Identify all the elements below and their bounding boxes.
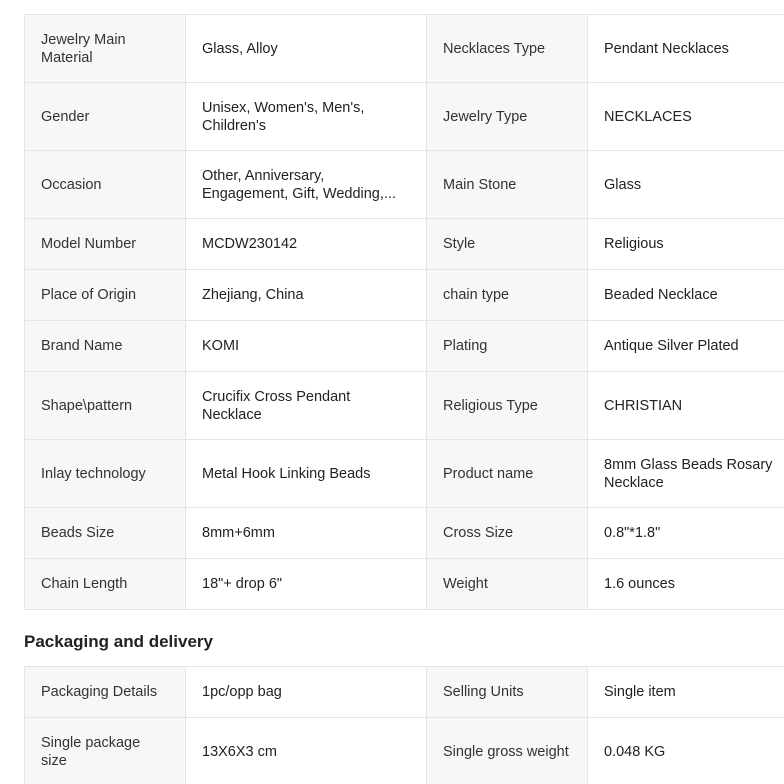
attribute-name: Cross Size — [427, 508, 588, 559]
attribute-value: Antique Silver Plated — [588, 321, 784, 372]
table-row — [25, 372, 784, 440]
attribute-name: Selling Units — [427, 667, 588, 718]
attribute-value: 0.048 KG — [588, 718, 784, 784]
attribute-name: Plating — [427, 321, 588, 372]
table-row — [25, 559, 784, 610]
product-attributes-table — [24, 14, 784, 610]
attribute-name: Single package size — [25, 718, 186, 784]
attribute-value: NECKLACES — [588, 83, 784, 151]
attribute-value: 8mm Glass Beads Rosary Necklace — [588, 440, 784, 508]
attribute-name: Single gross weight — [427, 718, 588, 784]
attribute-value: Religious — [588, 219, 784, 270]
attribute-value: Glass — [588, 151, 784, 219]
attribute-name: Occasion — [25, 151, 186, 219]
attribute-value: 1.6 ounces — [588, 559, 784, 610]
attribute-name: Religious Type — [427, 372, 588, 440]
attribute-name: Main Stone — [427, 151, 588, 219]
attribute-value: 18"+ drop 6" — [186, 559, 427, 610]
attribute-value: 0.8"*1.8" — [588, 508, 784, 559]
attribute-name: Gender — [25, 83, 186, 151]
attribute-name: chain type — [427, 270, 588, 321]
attribute-name: Model Number — [25, 219, 186, 270]
attribute-name: Product name — [427, 440, 588, 508]
attribute-name: Jewelry Type — [427, 83, 588, 151]
attribute-value: 8mm+6mm — [186, 508, 427, 559]
attribute-name: Brand Name — [25, 321, 186, 372]
attribute-value: Single item — [588, 667, 784, 718]
table-row — [25, 667, 784, 718]
attribute-value: MCDW230142 — [186, 219, 427, 270]
attribute-value: CHRISTIAN — [588, 372, 784, 440]
packaging-table — [24, 666, 784, 784]
attribute-name: Place of Origin — [25, 270, 186, 321]
attribute-value: Unisex, Women's, Men's, Children's — [186, 83, 427, 151]
table-row — [25, 718, 784, 784]
table-row — [25, 151, 784, 219]
attribute-name: Weight — [427, 559, 588, 610]
table-row — [25, 508, 784, 559]
table-row — [25, 270, 784, 321]
attribute-name: Beads Size — [25, 508, 186, 559]
attribute-name: Jewelry Main Material — [25, 15, 186, 83]
attribute-name: Packaging Details — [25, 667, 186, 718]
attribute-value: Pendant Necklaces — [588, 15, 784, 83]
attribute-name: Shape\pattern — [25, 372, 186, 440]
attribute-name: Inlay technology — [25, 440, 186, 508]
attribute-name: Chain Length — [25, 559, 186, 610]
attribute-value: Crucifix Cross Pendant Necklace — [186, 372, 427, 440]
table-row — [25, 219, 784, 270]
attribute-value: Other, Anniversary, Engagement, Gift, Wedding,... — [186, 151, 427, 219]
table-row — [25, 321, 784, 372]
table-row — [25, 83, 784, 151]
attribute-value: Beaded Necklace — [588, 270, 784, 321]
table-row — [25, 440, 784, 508]
attribute-name: Style — [427, 219, 588, 270]
attribute-value: Metal Hook Linking Beads — [186, 440, 427, 508]
packaging-section-title: Packaging and delivery — [24, 632, 213, 651]
attribute-name: Necklaces Type — [427, 15, 588, 83]
attribute-value: Zhejiang, China — [186, 270, 427, 321]
attribute-value: 13X6X3 cm — [186, 718, 427, 784]
attribute-value: Glass, Alloy — [186, 15, 427, 83]
attribute-value: 1pc/opp bag — [186, 667, 427, 718]
attribute-value: KOMI — [186, 321, 427, 372]
table-row — [25, 15, 784, 83]
